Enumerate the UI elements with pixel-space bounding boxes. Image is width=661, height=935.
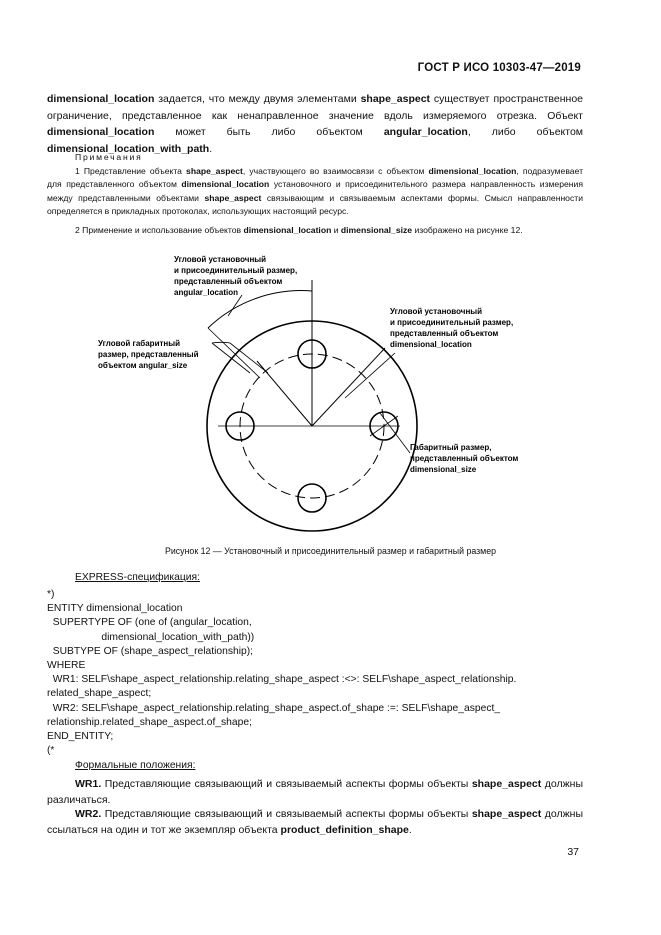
term-dimensional-location: dimensional_location <box>47 93 155 105</box>
standard-header: ГОСТ Р ИСО 10303-47—2019 <box>417 62 581 74</box>
term-shape-aspect: shape_aspect <box>360 93 431 105</box>
figure-12-diagram <box>90 248 550 538</box>
figure-caption: Рисунок 12 — Установочный и присоединительный размер и габаритный размер <box>165 546 496 556</box>
label-angular-size: Угловой габаритный размер, представленный объектом angular_size <box>98 339 199 370</box>
label-dimensional-location: Угловой установочный и присоединительный размер, представленный объектом dimensional_location <box>390 307 514 349</box>
intro-paragraph: dimensional_location задается, что между двумя элементами shape_aspect существует пространственное ограничение, представленное как ненаправленное значение вдоль измеряемого отрезка. Объект dimensional_location может быть либо объектом angular_location, либо объектом dimensional_location_with_path. <box>47 93 584 155</box>
label-angular-location: Угловой установочный и присоединительный размер, представленный объектом angular_location <box>174 255 298 297</box>
page-number: 37 <box>567 846 579 858</box>
term-dimensional-location-with-path: dimensional_location_with_path <box>47 142 210 155</box>
express-code: *) ENTITY dimensional_location SUPERTYPE OF (one of (angular_location, dimensional_location_with_path)) SUBTYPE OF (shape_aspect_relationship); WHERE WR1: SELF\shape_aspect_relationship.relating_shape_aspect :<>: SELF\shape_aspect_relationship. related_shape_aspect; WR2: SELF\shape_aspect_relationship.relating_shape_aspect.of_shape :=: SELF\shape_aspect_ relationship.related_shape_aspect.of_shape; END_ENTITY; (* <box>47 589 517 757</box>
leader-dimensional-location <box>345 353 395 398</box>
rule-wr2: WR2. Представляющие связывающий и связываемый аспекты формы объекты shape_aspect должны ссылаться на один и тот же экземпляр объекта product_definition_shape. <box>47 808 583 836</box>
notes-title: Примечания <box>75 152 143 162</box>
term-angular-location: angular_location <box>383 126 468 139</box>
leader-angular-size <box>212 343 250 373</box>
formal-heading: Формальные положения: <box>75 760 196 771</box>
rule-wr1: WR1. Представляющие связывающий и связываемый аспекты формы объекты shape_aspect должны различаться. <box>47 778 583 806</box>
express-heading: EXPRESS-спецификация: <box>75 572 200 583</box>
note-1: 1 Представление объекта shape_aspect, участвующего во взаимосвязи с объектом dimensional_location, подразумевает для представленного объектом dimensional_location установочного и присоединительного размера направленность измерения между представленными объектами shape_aspect связывающим и связываемым аспектами формы. Смысл направленности определяется в прикладных протоколах, использующих настоящий ресурс. <box>47 166 584 216</box>
angle-line-right <box>312 348 385 426</box>
note-2: 2 Применение и использование объектов dimensional_location и dimensional_size изображено на рисунке 12. <box>75 225 523 235</box>
leader-dimensional-size <box>380 413 410 453</box>
label-dimensional-size: Габаритный размер, представленный объектом dimensional_size <box>410 443 519 474</box>
